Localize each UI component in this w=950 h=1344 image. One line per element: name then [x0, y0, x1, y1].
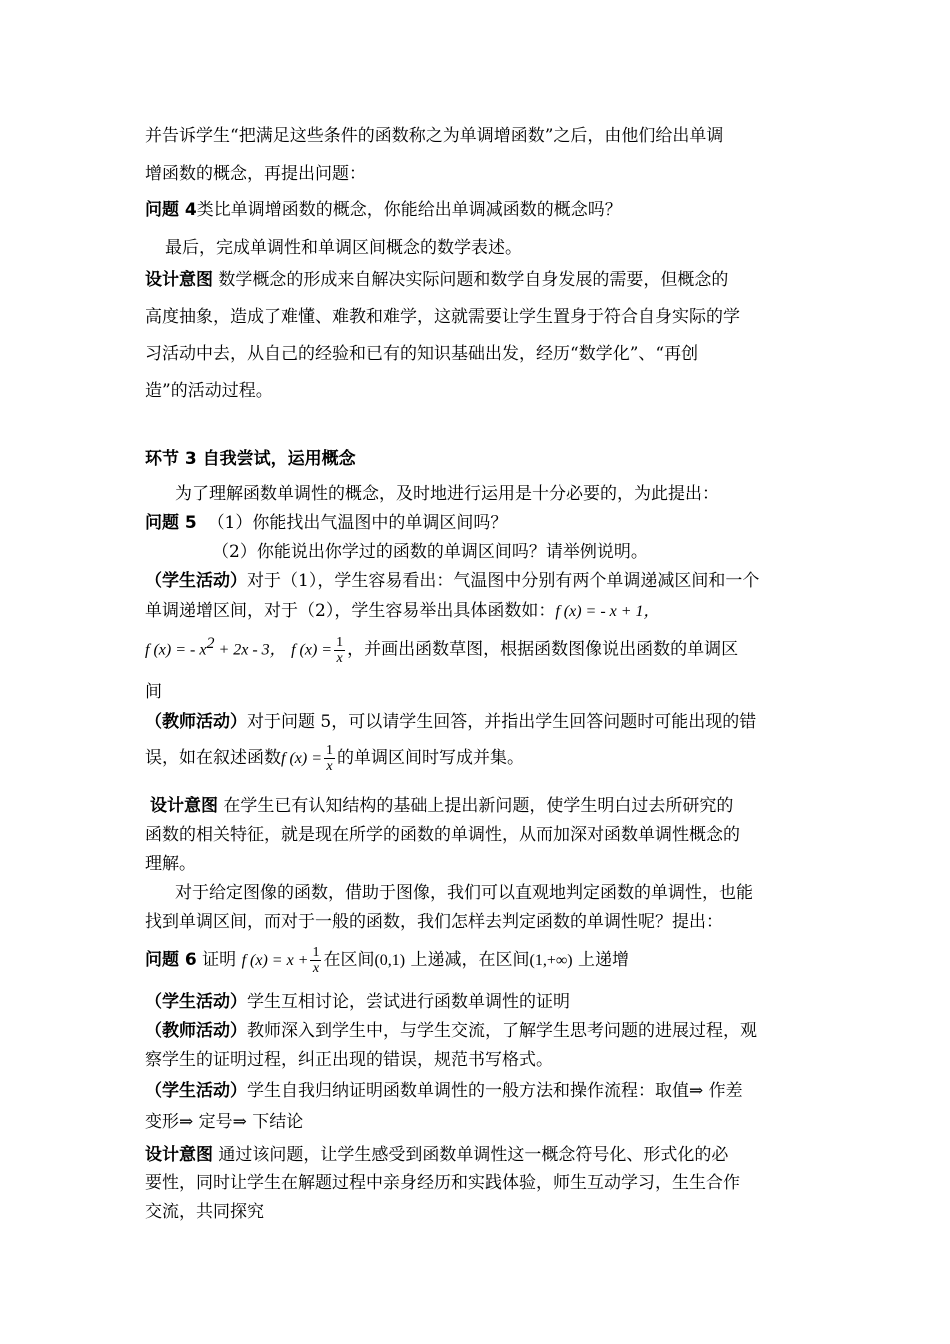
- formula: f (x) =: [281, 750, 322, 767]
- exponent: 2: [206, 635, 215, 652]
- formula: f (x) =: [291, 641, 333, 659]
- design-intent-text: 数学概念的形成来自解决实际问题和数学自身发展的需要，但概念的: [213, 270, 729, 290]
- text-segment: 的单调区间时写成并集。: [337, 748, 524, 768]
- activity-label: （学生活动）: [145, 571, 247, 591]
- para-line: 并告诉学生“把满足这些条件的函数称之为单调增函数”之后，由他们给出单调: [145, 126, 724, 146]
- question-text: 证明: [196, 950, 237, 970]
- text-segment: 误，如在叙述函数: [145, 748, 281, 768]
- design-intent-label: 设计意图: [145, 270, 213, 290]
- question-label: 问题 4: [145, 200, 197, 220]
- para-line: 交流，共同探究: [145, 1202, 264, 1222]
- formula: f (x) = - x: [145, 641, 207, 659]
- interval: (0,1): [374, 952, 406, 969]
- activity-text: 教师深入到学生中，与学生交流，了解学生思考问题的进展过程，观: [247, 1021, 757, 1041]
- formula: f (x) = x +: [241, 952, 309, 969]
- student-activity-1: [145, 569, 759, 593]
- para-line: [145, 743, 524, 774]
- question-text: （1）你能找出气温图中的单调区间吗？: [207, 513, 508, 533]
- student-activity-2: [145, 990, 570, 1014]
- design-intent-1: [145, 268, 728, 292]
- question-5: [145, 511, 507, 535]
- interval: (1,+∞): [529, 952, 573, 969]
- fraction-numerator: 1: [336, 634, 344, 650]
- formula: + 2x - 3，: [214, 641, 286, 659]
- design-intent-2: [150, 794, 733, 818]
- student-activity-3: [145, 1079, 743, 1103]
- para-line: 变形⇒ 定号⇒ 下结论: [145, 1112, 304, 1132]
- para-line: [145, 599, 660, 624]
- activity-label: （学生活动）: [145, 1081, 247, 1101]
- design-intent-3: [145, 1143, 728, 1167]
- fraction: [324, 743, 335, 774]
- activity-label: （教师活动）: [145, 712, 247, 732]
- para-line: 函数的相关特征，就是现在所学的函数的单调性，从而加深对函数单调性概念的: [145, 825, 740, 845]
- para-line: 对于给定图像的函数，借助于图像，我们可以直观地判定函数的单调性，也能: [175, 883, 753, 903]
- design-intent-label: 设计意图: [150, 796, 218, 816]
- question-6: [145, 945, 629, 976]
- text-segment: ，并画出函数草图，根据函数图像说出函数的单调区: [347, 639, 739, 660]
- question-text: 在区间: [323, 950, 375, 970]
- para-line: 间: [145, 682, 162, 702]
- para-line: 最后，完成单调性和单调区间概念的数学表述。: [165, 238, 522, 258]
- activity-label: （教师活动）: [145, 1021, 247, 1041]
- para-line: 找到单调区间，而对于一般的函数，我们怎样去判定函数的单调性呢？提出：: [145, 912, 723, 932]
- fraction: [310, 945, 321, 976]
- question-label: 问题 6: [145, 950, 197, 970]
- para-line: 为了理解函数单调性的概念，及时地进行运用是十分必要的，为此提出：: [175, 484, 719, 504]
- fraction-denominator: x: [326, 759, 333, 774]
- fraction-denominator: x: [336, 650, 343, 666]
- para-line: （2）你能说出你学过的函数的单调区间吗？请举例说明。: [212, 542, 648, 562]
- teacher-activity-1: [145, 710, 756, 734]
- para-line: 造”的活动过程。: [145, 381, 273, 401]
- para-line: 习活动中去，从自己的经验和已有的知识基础出发，经历“数学化”、“再创: [145, 344, 699, 364]
- activity-label: （学生活动）: [145, 992, 247, 1012]
- fraction: [334, 635, 345, 666]
- teacher-activity-2: [145, 1019, 757, 1043]
- text-segment: 单调递增区间，对于（2），学生容易举出具体函数如：: [145, 601, 556, 621]
- question-text: 类比单调增函数的概念，你能给出单调减函数的概念吗？: [196, 200, 622, 220]
- para-line: 高度抽象，造成了难懂、难教和难学，这就需要让学生置身于符合自身实际的学: [145, 307, 740, 327]
- activity-text: 学生自我归纳证明函数单调性的一般方法和操作流程：取值⇒ 作差: [247, 1081, 743, 1101]
- question-label: 问题 5: [145, 513, 197, 533]
- fraction-denominator: x: [312, 961, 320, 976]
- question-4: [145, 198, 622, 222]
- design-intent-label: 设计意图: [145, 1145, 213, 1165]
- section-heading: 环节 3 自我尝试，运用概念: [145, 449, 356, 469]
- para-line: 增函数的概念，再提出问题：: [145, 164, 366, 184]
- para-line-formulas: [145, 632, 738, 666]
- question-text: 上递增: [578, 950, 630, 970]
- activity-text: 对于问题 5，可以请学生回答，并指出学生回答问题时可能出现的错: [247, 712, 757, 732]
- activity-text: 对于（1），学生容易看出：气温图中分别有两个单调递减区间和一个: [247, 571, 760, 591]
- question-text: 上递减，在区间: [410, 950, 530, 970]
- fraction-numerator: 1: [312, 945, 320, 960]
- design-intent-text: 通过该问题，让学生感受到函数单调性这一概念符号化、形式化的必: [213, 1145, 729, 1165]
- para-line: 察学生的证明过程，纠正出现的错误，规范书写格式。: [145, 1050, 553, 1070]
- para-line: 理解。: [145, 854, 196, 874]
- design-intent-text: 在学生已有认知结构的基础上提出新问题，使学生明白过去所研究的: [218, 796, 734, 816]
- formula: f (x) = - x + 1，: [555, 603, 660, 620]
- para-line: 要性，同时让学生在解题过程中亲身经历和实践体验，师生互动学习，生生合作: [145, 1173, 740, 1193]
- fraction-numerator: 1: [326, 743, 333, 758]
- activity-text: 学生互相讨论，尝试进行函数单调性的证明: [247, 992, 570, 1012]
